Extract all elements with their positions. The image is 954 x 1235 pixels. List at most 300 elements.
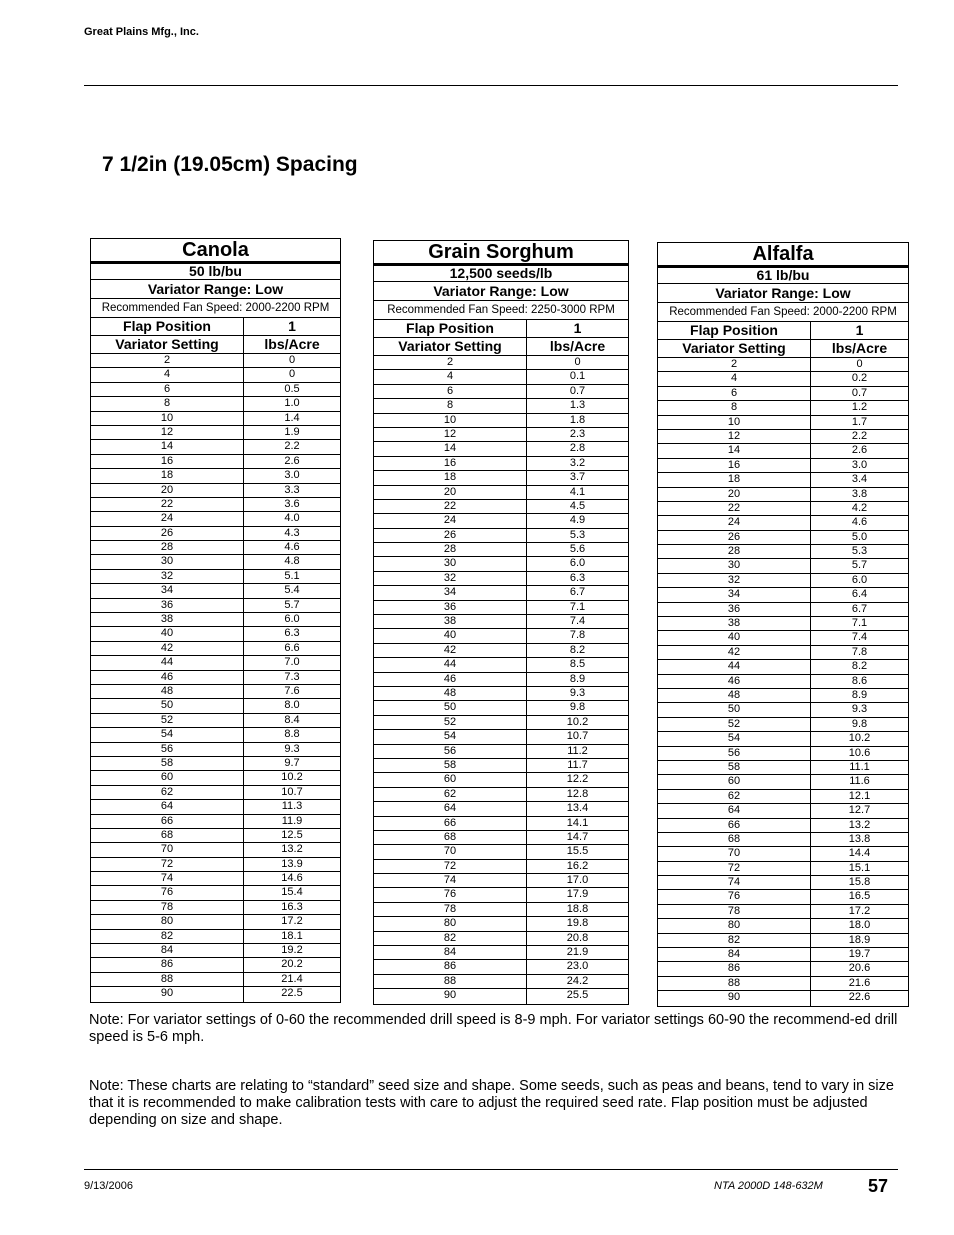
- lbs-acre-cell: 1.0: [284, 397, 300, 410]
- lbs-acre-cell: 8.9: [569, 672, 586, 685]
- lbs-acre-cell: 3.4: [851, 473, 868, 486]
- lbs-acre-cell: 1.4: [284, 411, 300, 424]
- variator-setting-cell: 48: [91, 685, 244, 698]
- lbs-acre-cell: 3.6: [284, 497, 300, 510]
- variator-setting-cell: 36: [91, 599, 244, 612]
- table-row: [91, 541, 340, 555]
- table-row: [374, 658, 628, 672]
- variator-setting-cell: 32: [374, 572, 527, 585]
- variator-setting-cell: 38: [374, 615, 527, 628]
- lbs-acre-cell: 4.5: [569, 499, 586, 512]
- lbs-acre-cell: 8.2: [851, 660, 868, 673]
- lbs-acre-cell: 3.0: [851, 458, 868, 471]
- variator-setting-cell: 12: [374, 428, 527, 441]
- table-row: [91, 858, 340, 872]
- flap-position-label: Flap Position: [374, 320, 527, 337]
- variator-setting-cell: 40: [91, 627, 244, 640]
- lbs-acre-cell: 5.3: [569, 528, 586, 541]
- variator-setting-header: Variator Setting: [91, 336, 244, 353]
- lbs-acre-cell: 6.4: [851, 588, 868, 601]
- variator-setting-cell: 12: [658, 430, 811, 443]
- variator-setting-cell: 18: [374, 471, 527, 484]
- variator-setting-cell: 86: [91, 958, 244, 971]
- flap-position-value: 1: [288, 318, 296, 334]
- table-row: [91, 930, 340, 944]
- variator-setting-cell: 34: [658, 588, 811, 601]
- lbs-acre-cell: 6.3: [284, 627, 300, 640]
- lbs-acre-cell: 18.0: [848, 919, 871, 932]
- table-row: [658, 459, 908, 473]
- lbs-acre-header: lbs/Acre: [549, 338, 606, 354]
- variator-setting-cell: 10: [374, 414, 527, 427]
- table-row: [91, 743, 340, 757]
- variator-setting-cell: 56: [658, 747, 811, 760]
- lbs-acre-cell: 4.8: [284, 555, 300, 568]
- table-row: [374, 442, 628, 456]
- table-row: [374, 759, 628, 773]
- grain-sorghum-table: [373, 240, 629, 1005]
- variator-setting-cell: 24: [91, 512, 244, 525]
- fan-speed: Recommended Fan Speed: 2250-3000 RPM: [374, 301, 628, 320]
- lbs-acre-cell: 16.5: [848, 890, 871, 903]
- variator-setting-cell: 74: [91, 872, 244, 885]
- lbs-acre-cell: 4.6: [851, 516, 868, 529]
- lbs-acre-cell: 2.6: [851, 444, 868, 457]
- lbs-acre-cell: 4.2: [851, 501, 868, 514]
- table-row: [91, 527, 340, 541]
- seed-weight: 61 lb/bu: [658, 268, 908, 284]
- variator-setting-cell: 76: [658, 890, 811, 903]
- table-row: [91, 829, 340, 843]
- lbs-acre-cell: 0: [574, 356, 581, 368]
- variator-setting-cell: 14: [658, 444, 811, 457]
- table-row: [658, 631, 908, 645]
- lbs-acre-cell: 6.7: [851, 602, 868, 615]
- lbs-acre-cell: 8.9: [851, 688, 868, 701]
- variator-setting-cell: 36: [374, 601, 527, 614]
- table-row: [374, 414, 628, 428]
- lbs-acre-cell: 3.8: [851, 487, 868, 500]
- variator-setting-cell: 26: [91, 527, 244, 540]
- lbs-acre-cell: 13.4: [566, 802, 589, 815]
- lbs-acre-cell: 12.8: [566, 787, 589, 800]
- variator-setting-cell: 18: [658, 473, 811, 486]
- variator-setting-cell: 70: [91, 843, 244, 856]
- table-row: [658, 703, 908, 717]
- table-row: [91, 498, 340, 512]
- flap-position-label: Flap Position: [658, 322, 811, 339]
- lbs-acre-cell: 7.1: [851, 617, 868, 630]
- variator-setting-cell: 54: [374, 730, 527, 743]
- variator-setting-cell: 84: [91, 944, 244, 957]
- footer-doc-number: NTA 2000D 148-632M: [714, 1180, 823, 1192]
- variator-setting-cell: 86: [374, 960, 527, 973]
- variator-setting-cell: 44: [91, 656, 244, 669]
- table-row: [658, 819, 908, 833]
- lbs-acre-cell: 2.3: [569, 427, 586, 440]
- table-row: [658, 905, 908, 919]
- lbs-acre-cell: 8.2: [569, 643, 586, 656]
- lbs-acre-cell: 14.1: [566, 816, 589, 829]
- table-row: [658, 919, 908, 933]
- lbs-acre-cell: 9.7: [284, 756, 300, 769]
- lbs-acre-cell: 0.2: [851, 372, 868, 385]
- table-row: [91, 757, 340, 771]
- lbs-acre-cell: 1.2: [851, 401, 868, 414]
- variator-setting-cell: 78: [374, 903, 527, 916]
- variator-setting-cell: 4: [374, 370, 527, 383]
- lbs-acre-cell: 12.2: [566, 773, 589, 786]
- table-row: [658, 473, 908, 487]
- lbs-acre-cell: 17.9: [566, 888, 589, 901]
- table-row: [91, 685, 340, 699]
- variator-setting-cell: 38: [91, 613, 244, 626]
- variator-setting-cell: 88: [91, 973, 244, 986]
- table-row: [91, 843, 340, 857]
- header-rule: [84, 85, 898, 86]
- table-row: [91, 440, 340, 454]
- variator-setting-header: Variator Setting: [658, 340, 811, 357]
- lbs-acre-cell: 5.4: [284, 584, 300, 597]
- variator-setting-cell: 2: [91, 354, 244, 367]
- lbs-acre-cell: 4.0: [284, 512, 300, 525]
- variator-setting-cell: 66: [374, 817, 527, 830]
- variator-setting-cell: 50: [658, 703, 811, 716]
- table-row: [374, 917, 628, 931]
- variator-setting-cell: 2: [374, 356, 527, 369]
- variator-setting-cell: 58: [91, 757, 244, 770]
- table-row: [91, 368, 340, 382]
- drill-speed-note: Note: For variator settings of 0-60 the recommended drill speed is 8-9 mph. For variator settings 60-90 the recommend-ed drill speed is 5-6 mph.: [89, 1012, 898, 1045]
- flap-position-label: Flap Position: [91, 318, 244, 335]
- table-row: [91, 944, 340, 958]
- lbs-acre-cell: 5.0: [851, 530, 868, 543]
- lbs-acre-cell: 6.0: [851, 573, 868, 586]
- variator-setting-cell: 20: [658, 488, 811, 501]
- variator-setting-cell: 86: [658, 962, 811, 975]
- lbs-acre-cell: 6.7: [569, 586, 586, 599]
- table-row: [658, 401, 908, 415]
- lbs-acre-cell: 8.6: [851, 674, 868, 687]
- column-header-row: [91, 336, 340, 354]
- variator-range: Variator Range: Low: [658, 284, 908, 303]
- variator-setting-cell: 88: [658, 977, 811, 990]
- variator-setting-cell: 64: [374, 802, 527, 815]
- variator-setting-cell: 10: [91, 412, 244, 425]
- table-row: [91, 714, 340, 728]
- table-row: [658, 977, 908, 991]
- variator-setting-cell: 36: [658, 603, 811, 616]
- lbs-acre-cell: 7.4: [851, 631, 868, 644]
- lbs-acre-cell: 4.6: [284, 541, 300, 554]
- variator-setting-cell: 46: [658, 675, 811, 688]
- lbs-acre-cell: 8.0: [284, 699, 300, 712]
- table-row: [658, 488, 908, 502]
- table-row: [374, 644, 628, 658]
- lbs-acre-cell: 16.2: [566, 859, 589, 872]
- table-row: [374, 486, 628, 500]
- variator-setting-cell: 80: [374, 917, 527, 930]
- table-row: [374, 471, 628, 485]
- table-row: [658, 603, 908, 617]
- table-row: [91, 412, 340, 426]
- table-row: [91, 771, 340, 785]
- table-row: [91, 584, 340, 598]
- table-row: [374, 586, 628, 600]
- variator-setting-cell: 2: [658, 358, 811, 371]
- variator-setting-cell: 90: [91, 987, 244, 1001]
- variator-setting-cell: 24: [374, 514, 527, 527]
- table-row: [374, 745, 628, 759]
- lbs-acre-cell: 7.6: [284, 684, 300, 697]
- table-row: [658, 689, 908, 703]
- variator-setting-cell: 60: [658, 775, 811, 788]
- lbs-acre-cell: 20.2: [281, 958, 303, 971]
- variator-setting-cell: 18: [91, 469, 244, 482]
- lbs-acre-cell: 19.7: [848, 948, 871, 961]
- variator-setting-cell: 22: [91, 498, 244, 511]
- variator-setting-cell: 6: [91, 383, 244, 396]
- table-row: [658, 502, 908, 516]
- table-row: [374, 514, 628, 528]
- variator-setting-cell: 66: [658, 819, 811, 832]
- lbs-acre-cell: 4.1: [569, 485, 586, 498]
- variator-setting-cell: 14: [91, 440, 244, 453]
- table-row: [374, 716, 628, 730]
- lbs-acre-cell: 4.9: [569, 514, 586, 527]
- variator-setting-cell: 72: [374, 860, 527, 873]
- table-row: [374, 773, 628, 787]
- lbs-acre-cell: 10.6: [848, 746, 871, 759]
- table-row: [91, 901, 340, 915]
- company-name: Great Plains Mfg., Inc.: [84, 26, 199, 38]
- variator-setting-cell: 64: [91, 800, 244, 813]
- table-row: [91, 627, 340, 641]
- table-row: [658, 876, 908, 890]
- variator-setting-cell: 10: [658, 416, 811, 429]
- table-row: [658, 574, 908, 588]
- table-row: [91, 815, 340, 829]
- lbs-acre-cell: 8.5: [569, 658, 586, 671]
- table-row: [658, 804, 908, 818]
- lbs-acre-cell: 6.0: [284, 613, 300, 626]
- variator-setting-cell: 16: [658, 459, 811, 472]
- table-row: [374, 932, 628, 946]
- variator-setting-cell: 68: [658, 833, 811, 846]
- lbs-acre-cell: 5.7: [284, 598, 300, 611]
- table-row: [374, 802, 628, 816]
- variator-setting-cell: 56: [91, 743, 244, 756]
- lbs-acre-cell: 11.2: [567, 744, 588, 757]
- table-row: [374, 370, 628, 384]
- variator-setting-cell: 46: [374, 673, 527, 686]
- lbs-acre-cell: 9.3: [569, 686, 586, 699]
- table-row: [374, 960, 628, 974]
- table-row: [91, 512, 340, 526]
- table-row: [374, 457, 628, 471]
- fan-speed: Recommended Fan Speed: 2000-2200 RPM: [91, 299, 340, 318]
- fan-speed: Recommended Fan Speed: 2000-2200 RPM: [658, 303, 908, 322]
- table-row: [658, 516, 908, 530]
- lbs-acre-cell: 10.2: [848, 732, 871, 745]
- lbs-acre-cell: 6.6: [284, 641, 300, 654]
- variator-setting-cell: 58: [374, 759, 527, 772]
- lbs-acre-cell: 5.3: [851, 545, 868, 558]
- lbs-acre-cell: 3.0: [284, 469, 300, 482]
- lbs-acre-cell: 19.8: [566, 917, 589, 930]
- variator-setting-cell: 20: [374, 486, 527, 499]
- table-row: [658, 588, 908, 602]
- crop-name: Grain Sorghum: [374, 241, 628, 266]
- variator-setting-cell: 44: [658, 660, 811, 673]
- alfalfa-table: [657, 242, 909, 1007]
- variator-setting-cell: 28: [91, 541, 244, 554]
- table-row: [658, 890, 908, 904]
- variator-setting-cell: 72: [91, 858, 244, 871]
- variator-setting-cell: 74: [374, 874, 527, 887]
- flap-position-header-row: [91, 318, 340, 336]
- lbs-acre-cell: 0.5: [284, 382, 300, 395]
- lbs-acre-cell: 24.2: [566, 974, 589, 987]
- lbs-acre-cell: 19.2: [281, 944, 303, 957]
- lbs-acre-cell: 18.1: [281, 929, 303, 942]
- variator-setting-cell: 24: [658, 516, 811, 529]
- lbs-acre-cell: 13.8: [848, 832, 871, 845]
- variator-setting-cell: 46: [91, 671, 244, 684]
- variator-setting-cell: 52: [658, 718, 811, 731]
- table-row: [91, 958, 340, 972]
- footer-rule: [84, 1169, 898, 1170]
- table-row: [374, 673, 628, 687]
- lbs-acre-cell: 0.1: [569, 370, 586, 383]
- flap-position-header-row: [374, 320, 628, 338]
- table-row: [658, 617, 908, 631]
- flap-position-value: 1: [573, 320, 582, 336]
- lbs-acre-cell: 9.8: [569, 701, 586, 714]
- lbs-acre-cell: 2.2: [851, 429, 868, 442]
- seed-size-note: Note: These charts are relating to “standard” seed size and shape. Some seeds, such as peas and beans, tend to vary in size that it is recommended to make calibration tests with care to adjust the required seed rate. Flap position must be adjusted depending on size and shape.: [89, 1078, 894, 1128]
- variator-setting-cell: 48: [658, 689, 811, 702]
- variator-setting-cell: 82: [91, 930, 244, 943]
- table-row: [91, 599, 340, 613]
- lbs-acre-cell: 10.7: [281, 785, 303, 798]
- table-row: [374, 385, 628, 399]
- variator-setting-cell: 42: [374, 644, 527, 657]
- lbs-acre-cell: 14.6: [281, 872, 303, 885]
- table-row: [658, 991, 908, 1005]
- canola-table: [90, 238, 341, 1003]
- variator-setting-cell: 76: [91, 886, 244, 899]
- lbs-acre-cell: 0.7: [851, 386, 868, 399]
- variator-setting-cell: 32: [658, 574, 811, 587]
- table-row: [374, 687, 628, 701]
- lbs-acre-cell: 10.2: [281, 771, 303, 784]
- variator-setting-cell: 26: [374, 529, 527, 542]
- variator-setting-cell: 62: [374, 788, 527, 801]
- variator-setting-cell: 80: [91, 915, 244, 928]
- variator-setting-cell: 72: [658, 862, 811, 875]
- variator-setting-cell: 84: [374, 946, 527, 959]
- table-row: [91, 886, 340, 900]
- variator-setting-cell: 8: [658, 401, 811, 414]
- table-row: [374, 730, 628, 744]
- variator-setting-cell: 22: [658, 502, 811, 515]
- variator-setting-cell: 26: [658, 531, 811, 544]
- lbs-acre-cell: 13.9: [281, 857, 303, 870]
- variator-setting-cell: 78: [91, 901, 244, 914]
- lbs-acre-cell: 11.6: [849, 775, 870, 788]
- variator-setting-cell: 74: [658, 876, 811, 889]
- table-row: [658, 847, 908, 861]
- table-row: [658, 732, 908, 746]
- flap-position-value: 1: [855, 322, 864, 338]
- lbs-acre-cell: 15.8: [848, 876, 871, 889]
- table-row: [658, 790, 908, 804]
- variator-setting-cell: 6: [658, 387, 811, 400]
- table-row: [374, 903, 628, 917]
- variator-setting-cell: 82: [374, 932, 527, 945]
- variator-setting-cell: 84: [658, 948, 811, 961]
- variator-setting-cell: 50: [374, 701, 527, 714]
- variator-setting-cell: 60: [374, 773, 527, 786]
- table-row: [91, 469, 340, 483]
- seed-weight: 50 lb/bu: [91, 264, 340, 280]
- table-row: [374, 701, 628, 715]
- variator-setting-cell: 6: [374, 385, 527, 398]
- table-row: [658, 747, 908, 761]
- column-header-row: [374, 338, 628, 356]
- lbs-acre-cell: 10.2: [566, 715, 589, 728]
- lbs-acre-cell: 11.3: [281, 800, 303, 813]
- variator-setting-cell: 82: [658, 934, 811, 947]
- lbs-acre-cell: 7.4: [569, 615, 586, 628]
- variator-setting-cell: 30: [658, 559, 811, 572]
- table-row: [91, 987, 340, 1001]
- lbs-acre-cell: 6.3: [569, 571, 586, 584]
- table-row: [374, 989, 628, 1003]
- table-row: [374, 831, 628, 845]
- variator-setting-cell: 34: [91, 584, 244, 597]
- table-row: [658, 358, 908, 372]
- table-row: [374, 975, 628, 989]
- variator-setting-cell: 14: [374, 442, 527, 455]
- variator-setting-cell: 34: [374, 586, 527, 599]
- variator-setting-cell: 54: [658, 732, 811, 745]
- variator-setting-cell: 76: [374, 888, 527, 901]
- table-row: [91, 671, 340, 685]
- table-row: [91, 354, 340, 368]
- lbs-acre-cell: 8.8: [284, 728, 300, 741]
- lbs-acre-cell: 15.4: [281, 886, 303, 899]
- lbs-acre-cell: 12.5: [281, 828, 303, 841]
- lbs-acre-cell: 3.3: [284, 483, 300, 496]
- flap-position-header-row: [658, 322, 908, 340]
- lbs-acre-cell: 7.3: [284, 670, 300, 683]
- lbs-acre-cell: 16.3: [281, 900, 303, 913]
- table-row: [658, 761, 908, 775]
- lbs-acre-cell: 10.7: [566, 730, 589, 743]
- variator-range: Variator Range: Low: [374, 282, 628, 301]
- lbs-acre-cell: 11.1: [849, 760, 870, 773]
- table-row: [91, 699, 340, 713]
- table-row: [91, 973, 340, 987]
- lbs-acre-cell: 5.6: [569, 543, 586, 556]
- lbs-acre-cell: 15.1: [848, 861, 871, 874]
- crop-name: Alfalfa: [658, 243, 908, 268]
- lbs-acre-header: lbs/Acre: [264, 336, 320, 352]
- variator-range: Variator Range: Low: [91, 280, 340, 299]
- variator-setting-cell: 52: [91, 714, 244, 727]
